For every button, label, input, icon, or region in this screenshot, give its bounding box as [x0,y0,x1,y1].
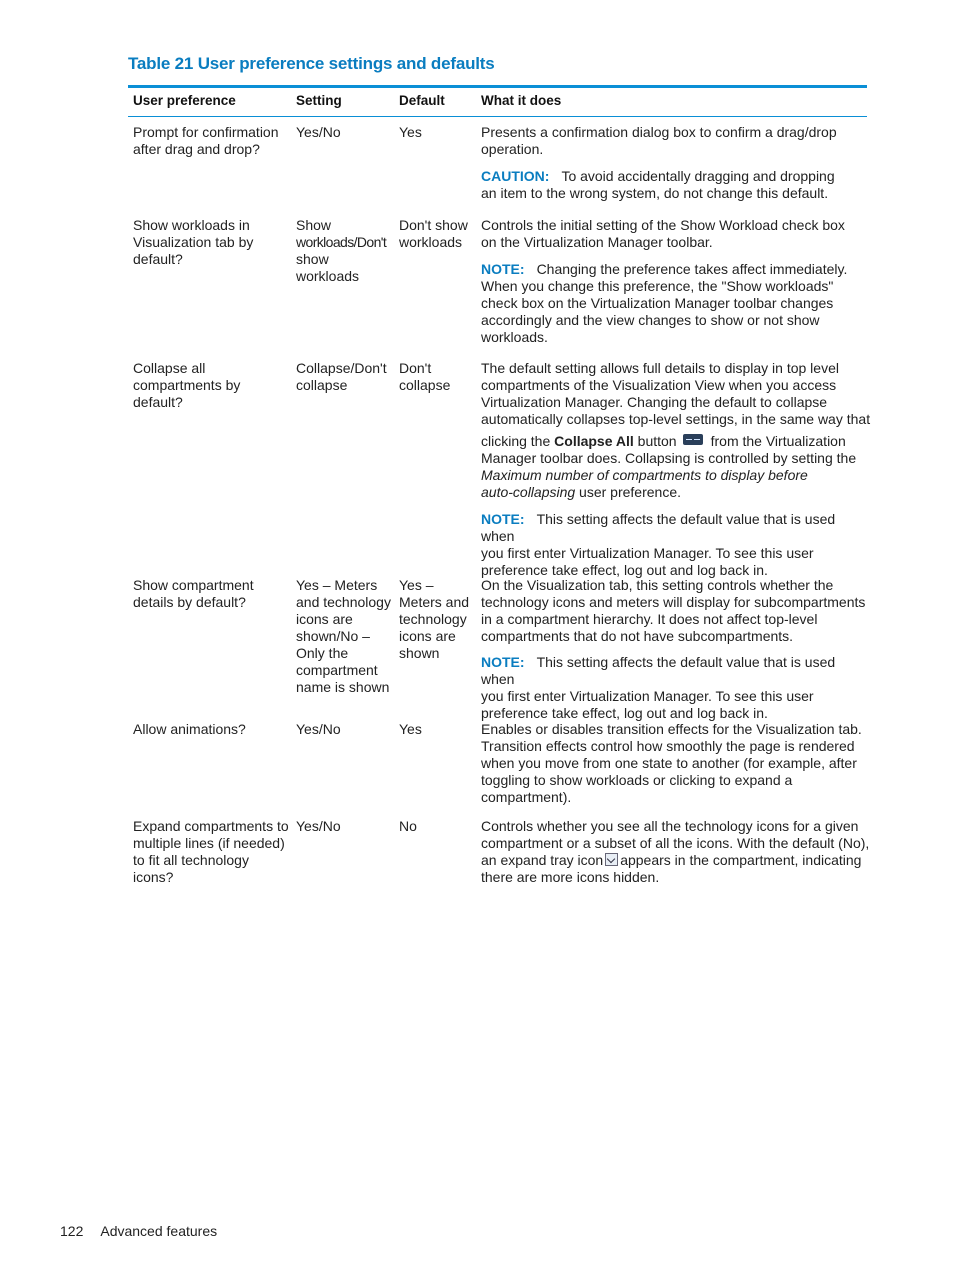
row4-description: On the Visualization tab, this setting controls whether the technology icons and meters will display for subcompartments in a compartment hierarchy. It does not affect top-level compartments that do not have subcompartments. NOTE: This setting affects the default value that is used when you first enter Virtualization Manager. To see this user preference take effect, log out and log back in. [481,577,866,721]
collapse-all-icon [683,434,703,445]
row5-preference: Allow animations? [133,721,246,737]
page-footer [60,1223,217,1239]
row3-description: The default setting allows full details to display in top level compartments of the Visualization View when you access Virtualization Manager. Changing the default to collapse automatically collapses top-level settings, in the same way that clicking the Collapse All button from the Virtualization Manager toolbar does. Collapsing is controlled by setting the Maximum number of compartments to display before auto-collapsing user preference. NOTE: This setting affects the default value that is used when you first enter Virtualization Manager. To see this user preference take effect, log out and log back in. [481,360,871,578]
row1-description: Presents a confirmation dialog box to confirm a drag/drop operation. CAUTION: To avoid accidentally dragging and dropping an item to the wrong system, do not change this default. [481,124,837,201]
table-header-rule [128,116,867,117]
page-number: 122 [60,1223,84,1239]
row5-description: Enables or disables transition effects for the Visualization tab. Transition effects control how smoothly the page is rendered when you move from one state to another (for example, after toggling to show workloads or clicking to expand a compartment). [481,721,862,805]
row3-default: Don't collapse [399,360,451,393]
note-label: NOTE: [481,654,525,670]
row4-preference: Show compartment details by default? [133,577,254,610]
row1-default: Yes [399,124,422,140]
table-title: Table 21 User preference settings and defaults [128,54,495,73]
note-label: NOTE: [481,261,525,277]
row5-setting: Yes/No [296,721,341,737]
row3-setting: Collapse/Don't collapse [296,360,387,393]
section-name: Advanced features [100,1223,218,1239]
row2-preference: Show workloads in Visualization tab by default? [133,217,254,267]
header-default: Default [399,93,445,108]
row1-preference: Prompt for confirmation after drag and drop? [133,124,279,157]
header-what-it-does: What it does [481,93,562,108]
caution-label: CAUTION: [481,168,550,184]
row6-setting: Yes/No [296,818,341,834]
row3-preference: Collapse all compartments by default? [133,360,241,410]
row1-setting: Yes/No [296,124,341,140]
row6-preference: Expand compartments to multiple lines (if needed) to fit all technology icons? [133,818,289,885]
row2-description: Controls the initial setting of the Show Workload check box on the Virtualization Manager toolbar. NOTE: Changing the preference takes affect immediately. When you change this preference, the "Show workloads" check box on the Virtualization Manager toolbar changes accordingly and the view changes to show or not show workloads. [481,217,848,345]
row6-description: Controls whether you see all the technology icons for a given compartment or a subset of all the icons. With the default (No), an expand tray icon appears in the compartment, indicating there are more icons hidden. [481,818,870,885]
table-top-rule [128,85,867,88]
row2-default: Don't show workloads [399,217,468,250]
row4-setting: Yes – Meters and technology icons are shown/No – Only the compartment name is shown [296,577,391,695]
row2-setting: Show workloads/Don't show workloads [296,217,387,284]
row6-default: No [399,818,417,834]
header-user-preference: User preference [133,93,236,108]
row4-default: Yes – Meters and technology icons are shown [399,577,470,661]
note-label: NOTE: [481,511,525,527]
row5-default: Yes [399,721,422,737]
header-setting: Setting [296,93,342,108]
expand-tray-icon [605,853,618,866]
